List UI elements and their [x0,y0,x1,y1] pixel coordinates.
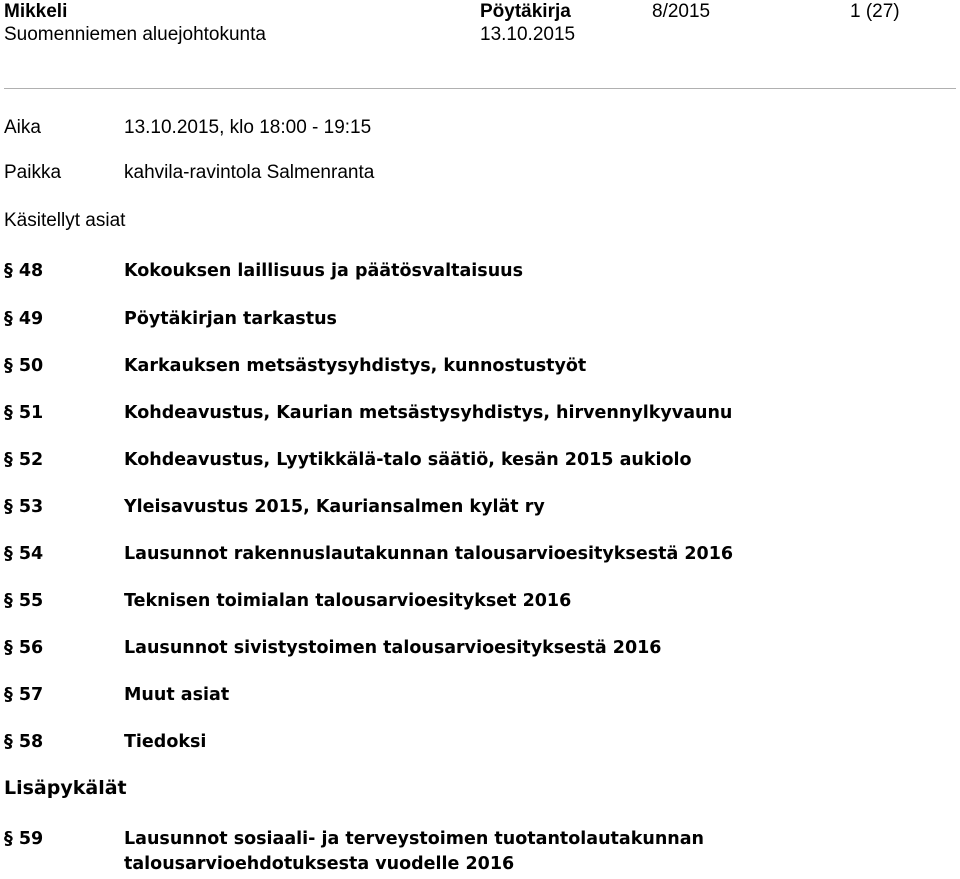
header-divider [4,88,956,89]
agenda-item[interactable] [0,258,960,284]
item-title: Teknisen toimialan talousarvioesitykset 2016 [124,591,572,611]
agenda-item[interactable] [0,353,960,379]
agenda-item[interactable] [0,588,960,614]
item-title: Tiedoksi [124,732,207,752]
extra-agenda-item[interactable] [0,827,960,879]
item-number: § 59 [4,829,44,849]
item-number: § 58 [4,732,44,752]
handled-items-heading: Käsitellyt asiat [4,210,126,231]
time-label: Aika [4,117,41,138]
item-title: Lausunnot rakennuslautakunnan talousarvioesityksestä 2016 [124,544,734,564]
item-title: Kohdeavustus, Kaurian metsästysyhdistys, hirvennylkyvaunu [124,403,733,423]
agenda-item[interactable] [0,494,960,520]
agenda-item[interactable] [0,306,960,332]
item-title-line-1: Lausunnot sosiaali- ja terveystoimen tuotantolautakunnan [124,829,705,849]
page-indicator: 1 (27) [850,1,900,22]
agenda-item[interactable] [0,541,960,567]
item-number: § 52 [4,450,44,470]
agenda-item[interactable] [0,400,960,426]
item-title-line-2: talousarvioehdotuksesta vuodelle 2016 [124,854,515,874]
item-title [124,827,704,877]
place-label: Paikka [4,162,62,183]
item-number: § 50 [4,356,44,376]
item-title: Muut asiat [124,685,230,705]
place-value: kahvila-ravintola Salmenranta [124,162,375,183]
document-type: Pöytäkirja [480,1,571,22]
municipality-name: Mikkeli [4,1,68,22]
item-number: § 57 [4,685,44,705]
agenda-item[interactable] [0,682,960,708]
item-title: Pöytäkirjan tarkastus [124,309,337,329]
item-title: Yleisavustus 2015, Kauriansalmen kylät ry [124,497,545,517]
item-title: Kohdeavustus, Lyytikkälä-talo säätiö, kesän 2015 aukiolo [124,450,692,470]
agenda-item[interactable] [0,635,960,661]
item-number: § 48 [4,261,44,281]
item-title: Karkauksen metsästysyhdistys, kunnostustyöt [124,356,587,376]
item-title: Lausunnot sivistystoimen talousarvioesityksestä 2016 [124,638,662,658]
time-value: 13.10.2015, klo 18:00 - 19:15 [124,117,372,138]
item-number: § 56 [4,638,44,658]
item-number: § 54 [4,544,44,564]
item-number: § 49 [4,309,44,329]
agenda-item[interactable] [0,729,960,755]
body-name: Suomenniemen aluejohtokunta [4,24,266,45]
item-title: Kokouksen laillisuus ja päätösvaltaisuus [124,261,524,281]
item-number: § 55 [4,591,44,611]
item-number: § 51 [4,403,44,423]
document-number: 8/2015 [652,1,711,22]
item-number: § 53 [4,497,44,517]
agenda-item[interactable] [0,447,960,473]
document-date: 13.10.2015 [480,24,576,45]
extra-items-heading: Lisäpykälät [4,777,127,799]
